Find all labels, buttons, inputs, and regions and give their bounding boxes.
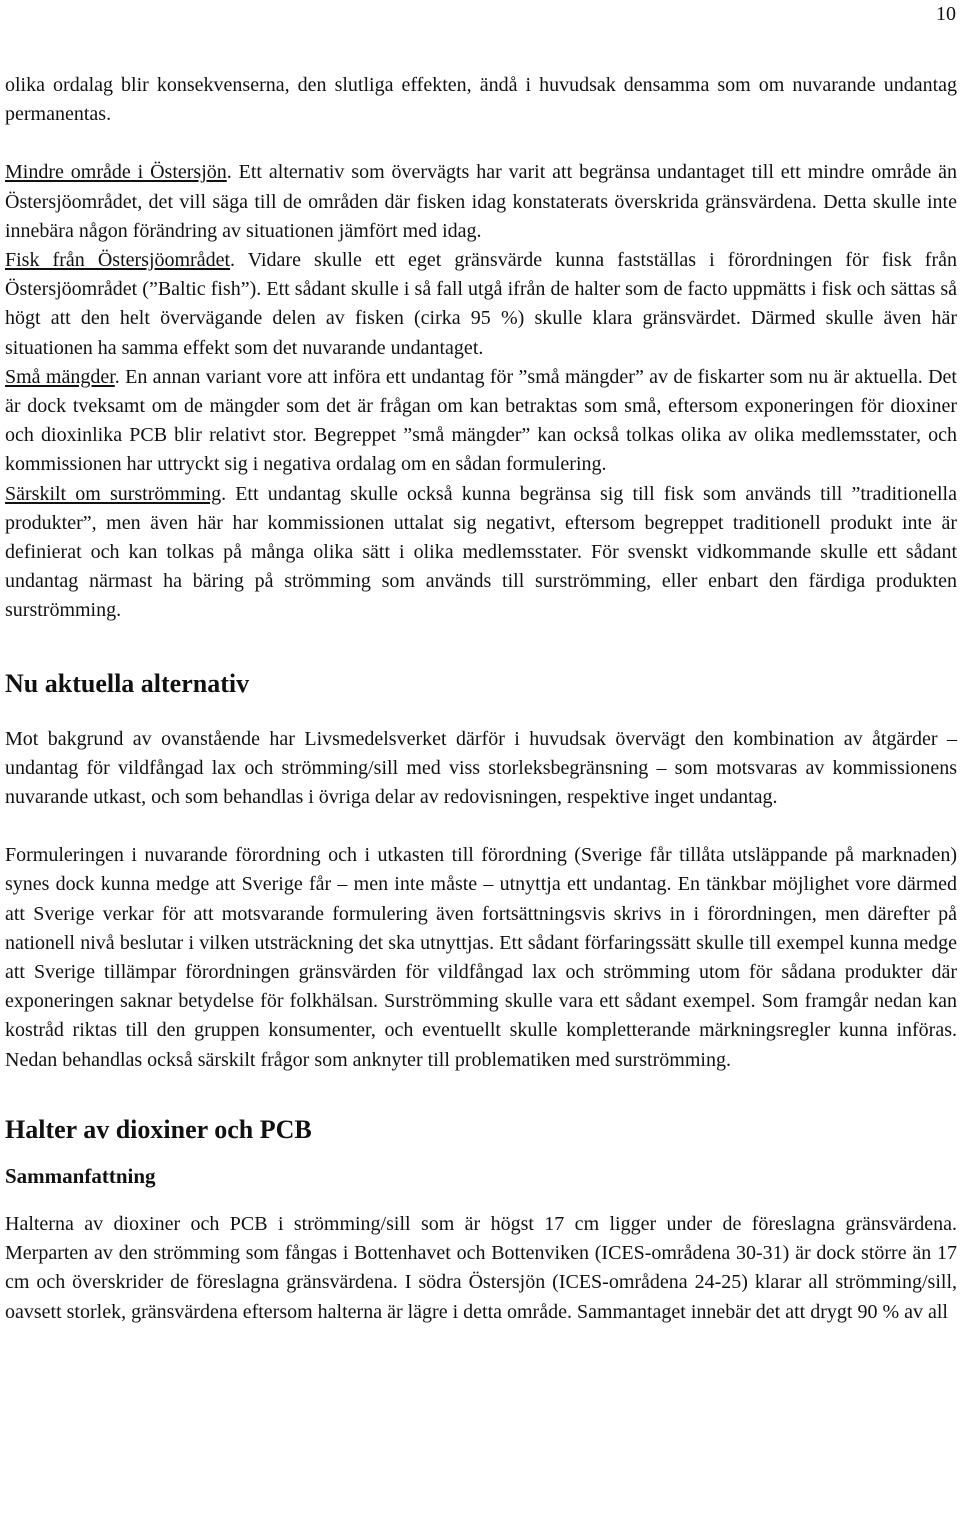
paragraph-option-2: [5, 246, 957, 363]
document-body: [5, 71, 957, 1327]
option-heading-1: Mindre område i Östersjön: [5, 161, 227, 184]
paragraph-alternatives-2: Formuleringen i nuvarande förordning och i utkasten till förordning (Sverige får tillåta utsläppande på marknaden) synes dock kunna medge att Sverige får – men inte måste – utnyttja ett undantag. En tänkbar möjlighet vore därmed att Sverige verkar för att motsvarande formulering även fortsättningsvis skrivs in i förordningen, men därefter på nationell nivå beslutar i vilken utsträckning det ska utnyttjas. Ett sådant förfaringssätt skulle till exempel kunna medge att Sverige tillämpar förordningen gränsvärden för vildfångad lax och strömming utom för sådana produkter där exponeringen saknar betydelse för folkhälsan. Surströmming skulle vara ett sådant exempel. Som framgår nedan kan kostråd riktas till den gruppen konsumenter, och eventuellt skulle kompletterande märkningsregler kunna införas. Nedan behandlas också särskilt frågor som anknyter till problematiken med surströmming.: [5, 844, 957, 1071]
option-text-3: . En annan variant vore att införa ett undantag för ”små mängder” av de fiskarter som nu är aktuella. Det är dock tveksamt om de mängder som det är frågan om kan betraktas som små, eftersom exponeringen för dioxiner och dioxinlika PCB blir relativt stor. Begreppet ”små mängder” kan också tolkas olika av olika medlemsstater, och kommissionen har uttryckt sig i negativa ordalag om en sådan formulering.: [5, 365, 957, 476]
option-text-4: . Ett undantag skulle också kunna begränsa sig till fisk som används till ”traditionella produkter”, men även här har kommissionen uttalat sig negativt, eftersom begreppet traditionell produkt inte är definierat och kan tolkas på många olika sätt i olika medlemsstater. För svenskt vidkommande skulle ett sådant undantag närmast ha bäring på strömming som används till surströmming, eller enbart den färdiga produkten surströmming.: [5, 482, 957, 622]
option-heading-2: Fisk från Östersjöområdet: [5, 249, 231, 272]
paragraph-intro: olika ordalag blir konsekvenserna, den slutliga effekten, ändå i huvudsak densamma som om nuvarande undantag permanentas.: [5, 74, 957, 126]
paragraph-option-4: [5, 480, 957, 626]
option-text-1: . Ett alternativ som övervägts har varit att begränsa undantaget till ett mindre område än Östersjöområdet, det vill säga till de områden där fisken idag konstaterats överskrida gränsvärdena. Detta skulle inte innebära någon förändring av situationen jämfört med idag.: [5, 161, 957, 242]
subheading-summary: Sammanfattning: [5, 1163, 156, 1188]
page-number: 10: [936, 3, 956, 25]
paragraph-summary: Halterna av dioxiner och PCB i strömming/sill som är högst 17 cm ligger under de föreslagna gränsvärdena. Merparten av den strömming som fångas i Bottenhavet och Bottenviken (ICES-områdena 30-31) är dock större än 17 cm och överskrider de föreslagna gränsvärdena. I södra Östersjön (ICES-områdena 24-25) klarar all strömming/sill, oavsett storlek, gränsvärdena eftersom halterna är lägre i detta område. Sammantaget innebär det att drygt 90 % av all: [5, 1212, 957, 1323]
paragraph-option-3: [5, 363, 957, 480]
option-heading-3: Små mängder: [5, 365, 115, 388]
option-text-2: . Vidare skulle ett eget gränsvärde kunna fastställas i förordningen för fisk från Östersjöområdet (”Baltic fish”). Ett sådant skulle i så fall utgå ifrån de halter som de facto uppmätts i fisk och sättas så högt att den helt övervägande delen av fisken (cirka 95 %) skulle klara gränsvärdet. Därmed skulle även här situationen ha samma effekt som det nuvarande undantaget.: [5, 249, 957, 359]
paragraph-alternatives-1: Mot bakgrund av ovanstående har Livsmedelsverket därför i huvudsak övervägt den kombination av åtgärder – undantag för vildfångad lax och strömming/sill med viss storleksbegränsning – som motsvaras av kommissionens nuvarande utkast, och som behandlas i övriga delar av redovisningen, respektive inget undantag.: [5, 727, 957, 809]
option-heading-4: Särskilt om surströmming: [5, 482, 222, 505]
section-heading-levels: Halter av dioxiner och PCB: [5, 1114, 312, 1144]
paragraph-option-1: [5, 158, 957, 246]
section-heading-alternatives: Nu aktuella alternativ: [5, 668, 250, 698]
